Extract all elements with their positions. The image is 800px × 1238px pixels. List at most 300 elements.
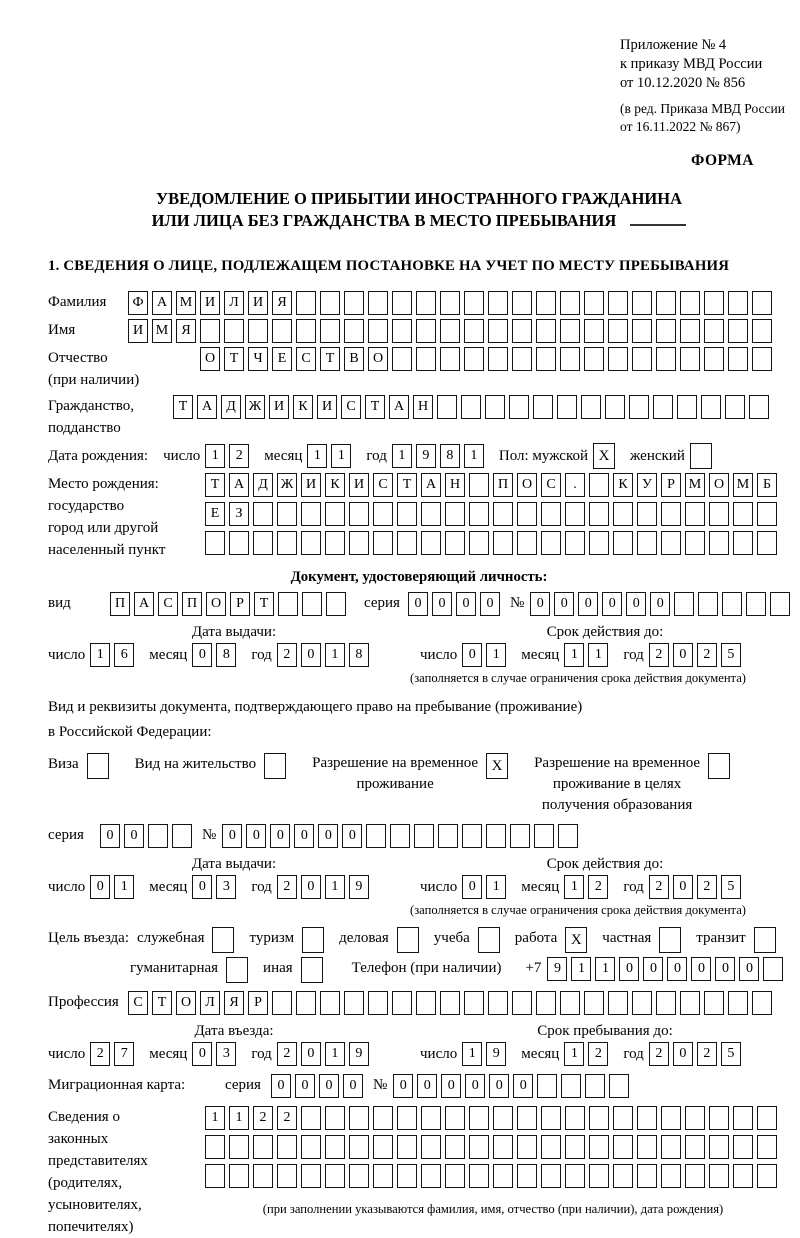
char-box[interactable]	[632, 347, 652, 371]
char-box[interactable]	[704, 991, 724, 1015]
char-box[interactable]: 1	[571, 957, 591, 981]
char-box[interactable]: 0	[222, 824, 242, 848]
char-box[interactable]	[757, 1164, 777, 1188]
char-box[interactable]	[661, 1135, 681, 1159]
char-box[interactable]	[445, 1135, 465, 1159]
char-box[interactable]	[493, 502, 513, 526]
char-box[interactable]	[517, 1135, 537, 1159]
char-box[interactable]	[301, 957, 323, 983]
char-box[interactable]	[229, 1164, 249, 1188]
char-box[interactable]	[445, 1106, 465, 1130]
char-box[interactable]	[536, 991, 556, 1015]
char-box[interactable]	[253, 1164, 273, 1188]
char-box[interactable]	[397, 502, 417, 526]
char-box[interactable]: 8	[216, 643, 236, 667]
char-box[interactable]	[368, 991, 388, 1015]
char-box[interactable]	[608, 347, 628, 371]
char-box[interactable]	[690, 443, 712, 469]
char-box[interactable]: 2	[697, 1042, 717, 1066]
char-box[interactable]	[685, 1135, 705, 1159]
char-box[interactable]	[709, 1135, 729, 1159]
char-box[interactable]	[733, 1135, 753, 1159]
char-box[interactable]	[397, 927, 419, 953]
char-box[interactable]	[421, 1135, 441, 1159]
char-box[interactable]: Ф	[128, 291, 148, 315]
char-box[interactable]: Т	[224, 347, 244, 371]
char-box[interactable]	[445, 531, 465, 555]
char-box[interactable]: 1	[462, 1042, 482, 1066]
char-box[interactable]	[373, 1135, 393, 1159]
char-box[interactable]	[541, 502, 561, 526]
char-box[interactable]	[414, 824, 434, 848]
char-box[interactable]	[301, 531, 321, 555]
char-box[interactable]: 0	[619, 957, 639, 981]
char-box[interactable]	[302, 927, 324, 953]
char-box[interactable]: О	[517, 473, 537, 497]
char-box[interactable]	[469, 473, 489, 497]
char-box[interactable]	[390, 824, 410, 848]
char-box[interactable]	[512, 319, 532, 343]
char-box[interactable]: Ж	[277, 473, 297, 497]
char-box[interactable]	[510, 824, 530, 848]
char-box[interactable]	[212, 927, 234, 953]
char-box[interactable]: Н	[445, 473, 465, 497]
char-box[interactable]: 0	[673, 1042, 693, 1066]
char-box[interactable]	[397, 1106, 417, 1130]
char-box[interactable]	[272, 319, 292, 343]
char-box[interactable]	[733, 531, 753, 555]
char-box[interactable]: 0	[294, 824, 314, 848]
char-box[interactable]	[632, 291, 652, 315]
char-box[interactable]	[296, 319, 316, 343]
char-box[interactable]	[229, 531, 249, 555]
char-box[interactable]	[677, 395, 697, 419]
char-box[interactable]	[469, 1164, 489, 1188]
char-box[interactable]: Т	[320, 347, 340, 371]
char-box[interactable]: 2	[588, 1042, 608, 1066]
char-box[interactable]	[416, 319, 436, 343]
char-box[interactable]: 5	[721, 875, 741, 899]
char-box[interactable]: 2	[649, 875, 669, 899]
char-box[interactable]	[445, 502, 465, 526]
char-box[interactable]	[534, 824, 554, 848]
char-box[interactable]: С	[158, 592, 178, 616]
char-box[interactable]	[613, 1164, 633, 1188]
char-box[interactable]: П	[110, 592, 130, 616]
char-box[interactable]	[486, 824, 506, 848]
char-box[interactable]	[373, 531, 393, 555]
char-box[interactable]	[632, 319, 652, 343]
char-box[interactable]: И	[248, 291, 268, 315]
char-box[interactable]	[320, 991, 340, 1015]
char-box[interactable]	[445, 1164, 465, 1188]
char-box[interactable]	[685, 1106, 705, 1130]
char-box[interactable]	[698, 592, 718, 616]
char-box[interactable]: К	[325, 473, 345, 497]
char-box[interactable]	[585, 1074, 605, 1098]
char-box[interactable]	[558, 824, 578, 848]
char-box[interactable]	[728, 347, 748, 371]
char-box[interactable]: 0	[343, 1074, 363, 1098]
char-box[interactable]	[485, 395, 505, 419]
char-box[interactable]	[584, 291, 604, 315]
char-box[interactable]	[661, 1106, 681, 1130]
char-box[interactable]: 0	[100, 824, 120, 848]
char-box[interactable]	[661, 1164, 681, 1188]
char-box[interactable]: Б	[757, 473, 777, 497]
char-box[interactable]	[709, 531, 729, 555]
char-box[interactable]	[512, 291, 532, 315]
char-box[interactable]	[709, 1106, 729, 1130]
char-box[interactable]	[533, 395, 553, 419]
char-box[interactable]	[608, 991, 628, 1015]
char-box[interactable]: 1	[588, 643, 608, 667]
char-box[interactable]	[752, 291, 772, 315]
char-box[interactable]	[541, 1106, 561, 1130]
char-box[interactable]: 5	[721, 643, 741, 667]
char-box[interactable]	[326, 592, 346, 616]
char-box[interactable]	[537, 1074, 557, 1098]
char-box[interactable]	[421, 502, 441, 526]
char-box[interactable]	[589, 473, 609, 497]
char-box[interactable]: Н	[413, 395, 433, 419]
char-box[interactable]: 0	[667, 957, 687, 981]
char-box[interactable]: Я	[272, 291, 292, 315]
char-box[interactable]: И	[349, 473, 369, 497]
char-box[interactable]	[733, 1164, 753, 1188]
char-box[interactable]: О	[200, 347, 220, 371]
char-box[interactable]: 0	[295, 1074, 315, 1098]
char-box[interactable]: 2	[229, 444, 249, 468]
char-box[interactable]: 2	[697, 643, 717, 667]
char-box[interactable]: 1	[486, 643, 506, 667]
char-box[interactable]	[557, 395, 577, 419]
char-box[interactable]: 8	[349, 643, 369, 667]
char-box[interactable]	[584, 347, 604, 371]
char-box[interactable]	[302, 592, 322, 616]
char-box[interactable]	[605, 395, 625, 419]
char-box[interactable]: И	[200, 291, 220, 315]
char-box[interactable]	[253, 1135, 273, 1159]
char-box[interactable]: X	[486, 753, 508, 779]
char-box[interactable]	[637, 1106, 657, 1130]
char-box[interactable]	[373, 1164, 393, 1188]
char-box[interactable]	[725, 395, 745, 419]
char-box[interactable]: 0	[301, 875, 321, 899]
char-box[interactable]	[512, 347, 532, 371]
char-box[interactable]	[229, 1135, 249, 1159]
char-box[interactable]: 2	[277, 875, 297, 899]
char-box[interactable]: 1	[325, 875, 345, 899]
char-box[interactable]: 0	[715, 957, 735, 981]
char-box[interactable]: 0	[301, 643, 321, 667]
char-box[interactable]	[200, 319, 220, 343]
char-box[interactable]: 0	[489, 1074, 509, 1098]
char-box[interactable]	[709, 1164, 729, 1188]
char-box[interactable]	[746, 592, 766, 616]
char-box[interactable]	[536, 291, 556, 315]
char-box[interactable]: Т	[205, 473, 225, 497]
char-box[interactable]: 1	[486, 875, 506, 899]
char-box[interactable]	[637, 531, 657, 555]
char-box[interactable]: 2	[588, 875, 608, 899]
char-box[interactable]: 0	[513, 1074, 533, 1098]
char-box[interactable]: 1	[564, 875, 584, 899]
char-box[interactable]: А	[134, 592, 154, 616]
char-box[interactable]	[680, 991, 700, 1015]
char-box[interactable]	[392, 347, 412, 371]
char-box[interactable]	[661, 502, 681, 526]
char-box[interactable]	[722, 592, 742, 616]
char-box[interactable]	[757, 1106, 777, 1130]
char-box[interactable]	[368, 319, 388, 343]
char-box[interactable]	[264, 753, 286, 779]
char-box[interactable]: 0	[270, 824, 290, 848]
char-box[interactable]	[733, 502, 753, 526]
char-box[interactable]: 7	[114, 1042, 134, 1066]
char-box[interactable]: Т	[397, 473, 417, 497]
char-box[interactable]: А	[389, 395, 409, 419]
char-box[interactable]: 1	[90, 643, 110, 667]
char-box[interactable]	[469, 1106, 489, 1130]
char-box[interactable]: 6	[114, 643, 134, 667]
char-box[interactable]: 3	[216, 1042, 236, 1066]
char-box[interactable]: 9	[349, 1042, 369, 1066]
char-box[interactable]: В	[344, 347, 364, 371]
char-box[interactable]	[366, 824, 386, 848]
char-box[interactable]	[320, 291, 340, 315]
char-box[interactable]	[325, 1164, 345, 1188]
char-box[interactable]	[437, 395, 457, 419]
char-box[interactable]: А	[421, 473, 441, 497]
char-box[interactable]	[344, 291, 364, 315]
char-box[interactable]	[685, 1164, 705, 1188]
char-box[interactable]	[613, 1106, 633, 1130]
char-box[interactable]	[754, 927, 776, 953]
char-box[interactable]: З	[229, 502, 249, 526]
char-box[interactable]	[704, 319, 724, 343]
char-box[interactable]: 0	[319, 1074, 339, 1098]
char-box[interactable]	[517, 502, 537, 526]
char-box[interactable]	[752, 991, 772, 1015]
char-box[interactable]: 0	[626, 592, 646, 616]
char-box[interactable]	[325, 1106, 345, 1130]
char-box[interactable]	[637, 502, 657, 526]
char-box[interactable]: 0	[739, 957, 759, 981]
char-box[interactable]: 0	[301, 1042, 321, 1066]
char-box[interactable]: С	[373, 473, 393, 497]
char-box[interactable]	[656, 319, 676, 343]
char-box[interactable]: И	[269, 395, 289, 419]
char-box[interactable]	[277, 502, 297, 526]
char-box[interactable]: 9	[349, 875, 369, 899]
char-box[interactable]: Я	[176, 319, 196, 343]
char-box[interactable]	[659, 927, 681, 953]
char-box[interactable]: Т	[152, 991, 172, 1015]
char-box[interactable]: Т	[365, 395, 385, 419]
char-box[interactable]	[541, 1135, 561, 1159]
char-box[interactable]: 0	[90, 875, 110, 899]
char-box[interactable]	[560, 991, 580, 1015]
char-box[interactable]	[757, 502, 777, 526]
char-box[interactable]	[440, 319, 460, 343]
char-box[interactable]	[770, 592, 790, 616]
char-box[interactable]: 1	[229, 1106, 249, 1130]
char-box[interactable]	[752, 347, 772, 371]
char-box[interactable]	[224, 319, 244, 343]
char-box[interactable]: 1	[307, 444, 327, 468]
char-box[interactable]: А	[197, 395, 217, 419]
char-box[interactable]	[277, 1164, 297, 1188]
char-box[interactable]	[680, 291, 700, 315]
char-box[interactable]	[392, 319, 412, 343]
char-box[interactable]	[589, 1135, 609, 1159]
char-box[interactable]: М	[152, 319, 172, 343]
char-box[interactable]	[205, 1135, 225, 1159]
char-box[interactable]	[368, 291, 388, 315]
char-box[interactable]	[205, 1164, 225, 1188]
char-box[interactable]: 1	[114, 875, 134, 899]
char-box[interactable]: 0	[480, 592, 500, 616]
char-box[interactable]: 0	[673, 643, 693, 667]
char-box[interactable]	[277, 531, 297, 555]
char-box[interactable]	[704, 291, 724, 315]
char-box[interactable]	[656, 991, 676, 1015]
char-box[interactable]: Р	[661, 473, 681, 497]
char-box[interactable]: X	[565, 927, 587, 953]
char-box[interactable]	[584, 319, 604, 343]
char-box[interactable]: Р	[248, 991, 268, 1015]
char-box[interactable]	[301, 502, 321, 526]
char-box[interactable]	[248, 319, 268, 343]
char-box[interactable]: 0	[554, 592, 574, 616]
char-box[interactable]	[709, 502, 729, 526]
char-box[interactable]	[757, 531, 777, 555]
char-box[interactable]: 9	[486, 1042, 506, 1066]
char-box[interactable]: У	[637, 473, 657, 497]
char-box[interactable]: 0	[124, 824, 144, 848]
char-box[interactable]: 2	[649, 1042, 669, 1066]
char-box[interactable]	[589, 1164, 609, 1188]
char-box[interactable]: 0	[192, 875, 212, 899]
char-box[interactable]	[349, 1106, 369, 1130]
char-box[interactable]: 0	[673, 875, 693, 899]
char-box[interactable]	[632, 991, 652, 1015]
char-box[interactable]	[488, 347, 508, 371]
char-box[interactable]	[464, 991, 484, 1015]
char-box[interactable]: 0	[465, 1074, 485, 1098]
char-box[interactable]	[749, 395, 769, 419]
char-box[interactable]: 5	[721, 1042, 741, 1066]
char-box[interactable]: А	[152, 291, 172, 315]
char-box[interactable]: 0	[462, 643, 482, 667]
char-box[interactable]	[561, 1074, 581, 1098]
char-box[interactable]	[421, 531, 441, 555]
char-box[interactable]: Я	[224, 991, 244, 1015]
char-box[interactable]: 1	[331, 444, 351, 468]
char-box[interactable]: 2	[277, 1106, 297, 1130]
char-box[interactable]	[320, 319, 340, 343]
char-box[interactable]	[629, 395, 649, 419]
char-box[interactable]	[653, 395, 673, 419]
char-box[interactable]	[253, 531, 273, 555]
char-box[interactable]	[392, 991, 412, 1015]
char-box[interactable]	[253, 502, 273, 526]
char-box[interactable]: 1	[205, 444, 225, 468]
char-box[interactable]	[344, 991, 364, 1015]
char-box[interactable]	[172, 824, 192, 848]
char-box[interactable]	[397, 1135, 417, 1159]
char-box[interactable]	[464, 291, 484, 315]
char-box[interactable]: О	[709, 473, 729, 497]
char-box[interactable]	[581, 395, 601, 419]
char-box[interactable]: 9	[416, 444, 436, 468]
char-box[interactable]	[752, 319, 772, 343]
char-box[interactable]	[589, 502, 609, 526]
char-box[interactable]: И	[301, 473, 321, 497]
char-box[interactable]: С	[128, 991, 148, 1015]
char-box[interactable]	[493, 1164, 513, 1188]
char-box[interactable]	[512, 991, 532, 1015]
char-box[interactable]: 0	[342, 824, 362, 848]
char-box[interactable]	[608, 291, 628, 315]
char-box[interactable]: М	[685, 473, 705, 497]
char-box[interactable]	[461, 395, 481, 419]
char-box[interactable]	[565, 1164, 585, 1188]
char-box[interactable]: 2	[277, 643, 297, 667]
char-box[interactable]: Д	[253, 473, 273, 497]
char-box[interactable]	[488, 991, 508, 1015]
char-box[interactable]	[301, 1135, 321, 1159]
char-box[interactable]: П	[182, 592, 202, 616]
char-box[interactable]	[680, 319, 700, 343]
char-box[interactable]	[416, 347, 436, 371]
char-box[interactable]	[493, 531, 513, 555]
char-box[interactable]	[509, 395, 529, 419]
char-box[interactable]	[148, 824, 168, 848]
char-box[interactable]: 0	[602, 592, 622, 616]
char-box[interactable]: М	[176, 291, 196, 315]
char-box[interactable]: Т	[254, 592, 274, 616]
char-box[interactable]	[560, 291, 580, 315]
char-box[interactable]	[517, 531, 537, 555]
char-box[interactable]: 1	[595, 957, 615, 981]
char-box[interactable]: 0	[578, 592, 598, 616]
char-box[interactable]	[613, 531, 633, 555]
char-box[interactable]	[373, 502, 393, 526]
char-box[interactable]: 0	[432, 592, 452, 616]
char-box[interactable]: И	[317, 395, 337, 419]
char-box[interactable]	[488, 291, 508, 315]
char-box[interactable]: .	[565, 473, 585, 497]
char-box[interactable]: 3	[216, 875, 236, 899]
char-box[interactable]	[608, 319, 628, 343]
char-box[interactable]: 2	[649, 643, 669, 667]
char-box[interactable]	[656, 291, 676, 315]
char-box[interactable]	[349, 531, 369, 555]
char-box[interactable]	[469, 1135, 489, 1159]
char-box[interactable]	[397, 531, 417, 555]
char-box[interactable]: 2	[697, 875, 717, 899]
char-box[interactable]: Ч	[248, 347, 268, 371]
char-box[interactable]	[464, 347, 484, 371]
char-box[interactable]: 0	[643, 957, 663, 981]
char-box[interactable]: 0	[192, 1042, 212, 1066]
char-box[interactable]	[661, 531, 681, 555]
char-box[interactable]: 1	[464, 444, 484, 468]
char-box[interactable]: 1	[325, 643, 345, 667]
char-box[interactable]	[278, 592, 298, 616]
